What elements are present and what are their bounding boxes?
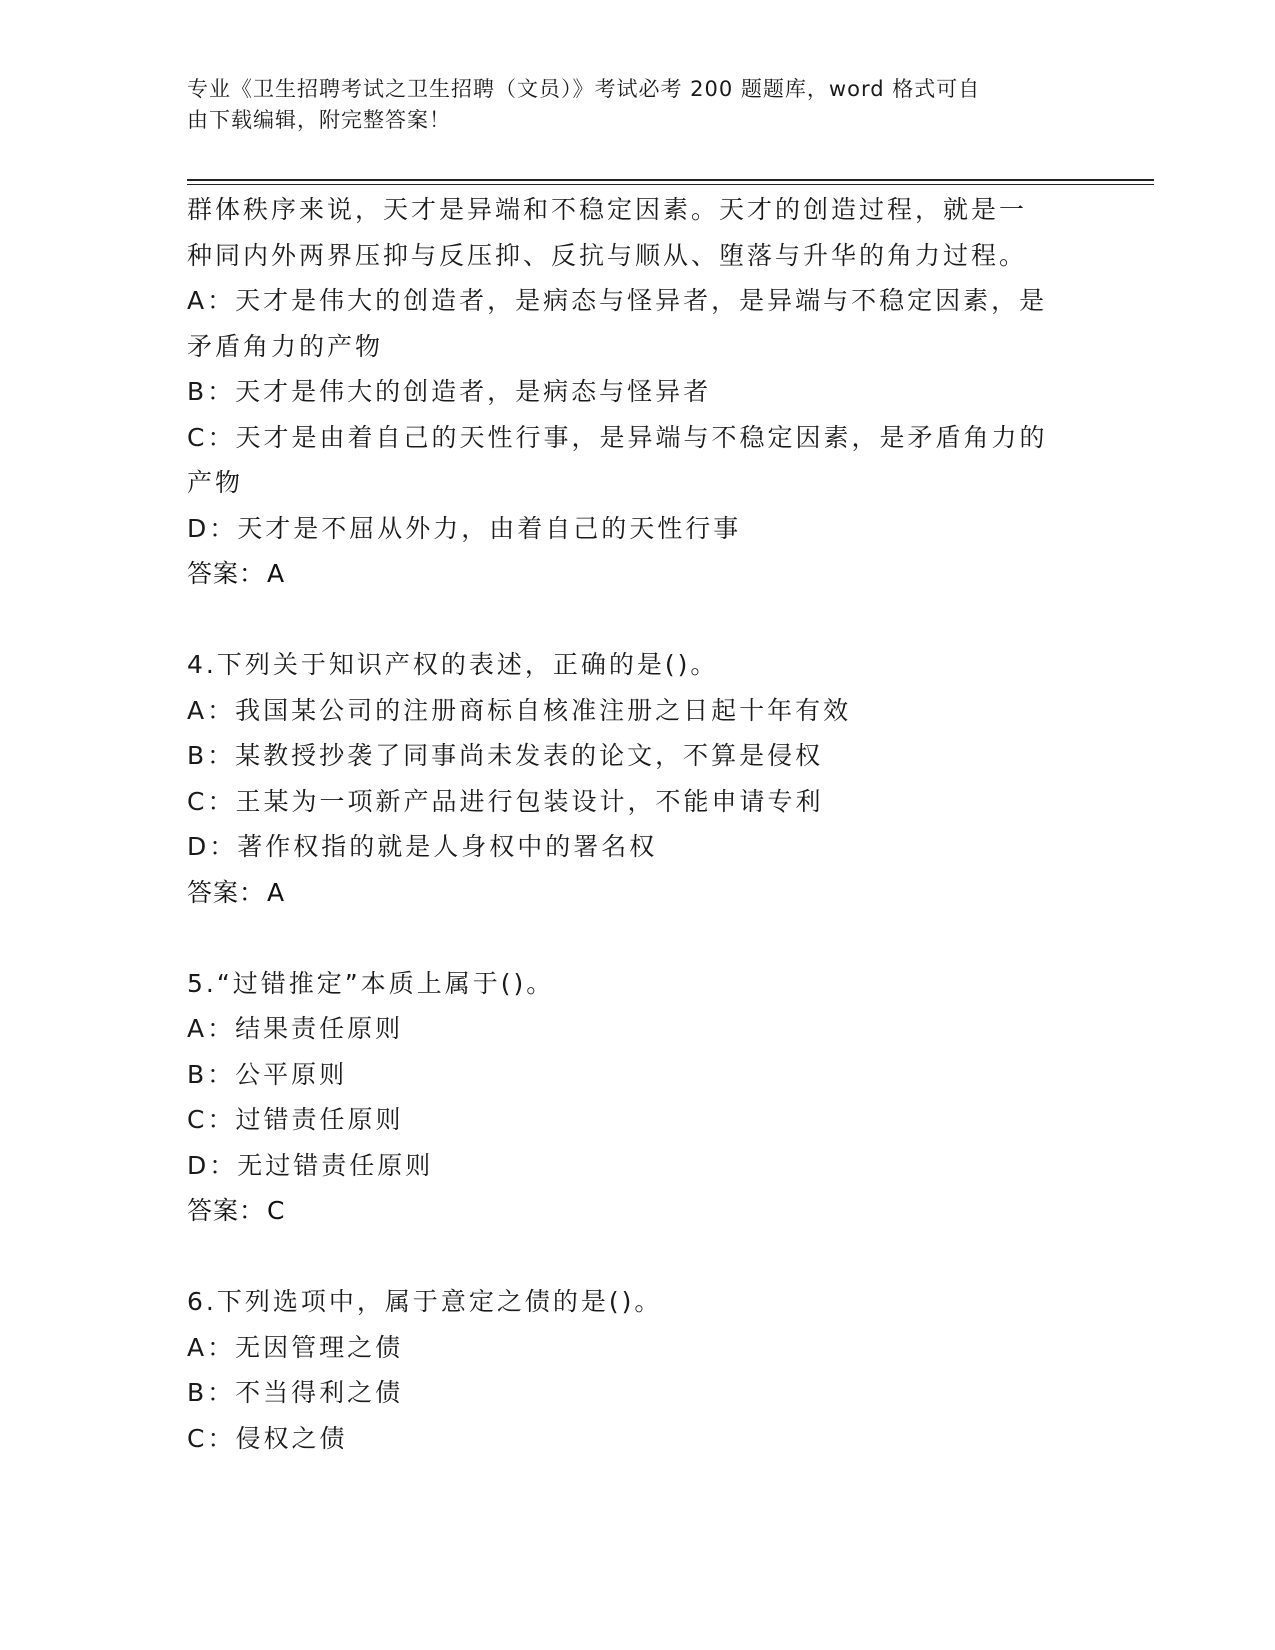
document-header [187,74,1067,136]
option-a: A：我国某公司的注册商标自核准注册之日起十年有效 [187,695,852,725]
answer-value: A [267,559,285,588]
document-body [187,187,1087,1461]
option-c: C：天才是由着自己的天性行事，是异端与不稳定因素，是矛盾角力的 [187,422,1048,452]
header-rule-thick [187,179,1154,181]
question-6 [187,1279,1087,1461]
spacer [187,915,1087,961]
answer-value: A [267,877,285,907]
answer-label: 答案： [187,877,266,907]
question-title: 5.“过错推定”本质上属于()。 [187,968,555,998]
option-a: A：天才是伟大的创造者，是病态与怪异者，是异端与不稳定因素，是 [187,286,1048,315]
answer [187,551,1087,597]
option-d: D：天才是不屈从外力，由着自己的天性行事 [187,513,742,543]
question-text-line: 种同内外两界压抑与反压抑、反抗与顺从、堕落与升华的角力过程。 [187,240,1028,270]
option-d: D：无过错责任原则 [187,1150,434,1180]
question-3-continued [187,187,1087,597]
header-line-1: 专业《卫生招聘考试之卫生招聘（文员）》考试必考 200 题题库，word 格式可自 [187,77,981,101]
header-rule-thin [187,184,1154,185]
option-b: B：不当得利之债 [187,1378,404,1407]
option-c: C：侵权之债 [187,1423,348,1453]
option-c: C：王某为一项新产品进行包装设计，不能申请专利 [187,786,824,816]
option-c: C：过错责任原则 [187,1105,404,1134]
option-a: A：无因管理之债 [187,1332,404,1362]
option-a-continued: 矛盾角力的产物 [187,331,384,361]
option-d: D：著作权指的就是人身权中的署名权 [187,832,658,861]
option-b: B：某教授抄袭了同事尚未发表的论文，不算是侵权 [187,741,824,770]
option-b: B：天才是伟大的创造者，是病态与怪异者 [187,377,712,406]
option-c-continued: 产物 [187,468,244,497]
question-5 [187,961,1087,1234]
header-line-2: 由下载编辑，附完整答案！ [187,108,451,132]
question-text-line: 群体秩序来说，天才是异端和不稳定因素。天才的创造过程，就是一 [187,195,1028,224]
question-title: 6.下列选项中，属于意定之债的是()。 [187,1287,663,1316]
option-b: B：公平原则 [187,1059,348,1089]
answer [187,1188,1087,1234]
answer-label: 答案： [187,1196,266,1225]
question-title: 4.下列关于知识产权的表述，正确的是()。 [187,650,719,679]
answer [187,870,1087,916]
answer-value: C [267,1196,285,1225]
answer-label: 答案： [187,559,266,588]
spacer [187,597,1087,643]
spacer [187,1234,1087,1280]
question-4 [187,642,1087,915]
option-a: A：结果责任原则 [187,1014,404,1043]
